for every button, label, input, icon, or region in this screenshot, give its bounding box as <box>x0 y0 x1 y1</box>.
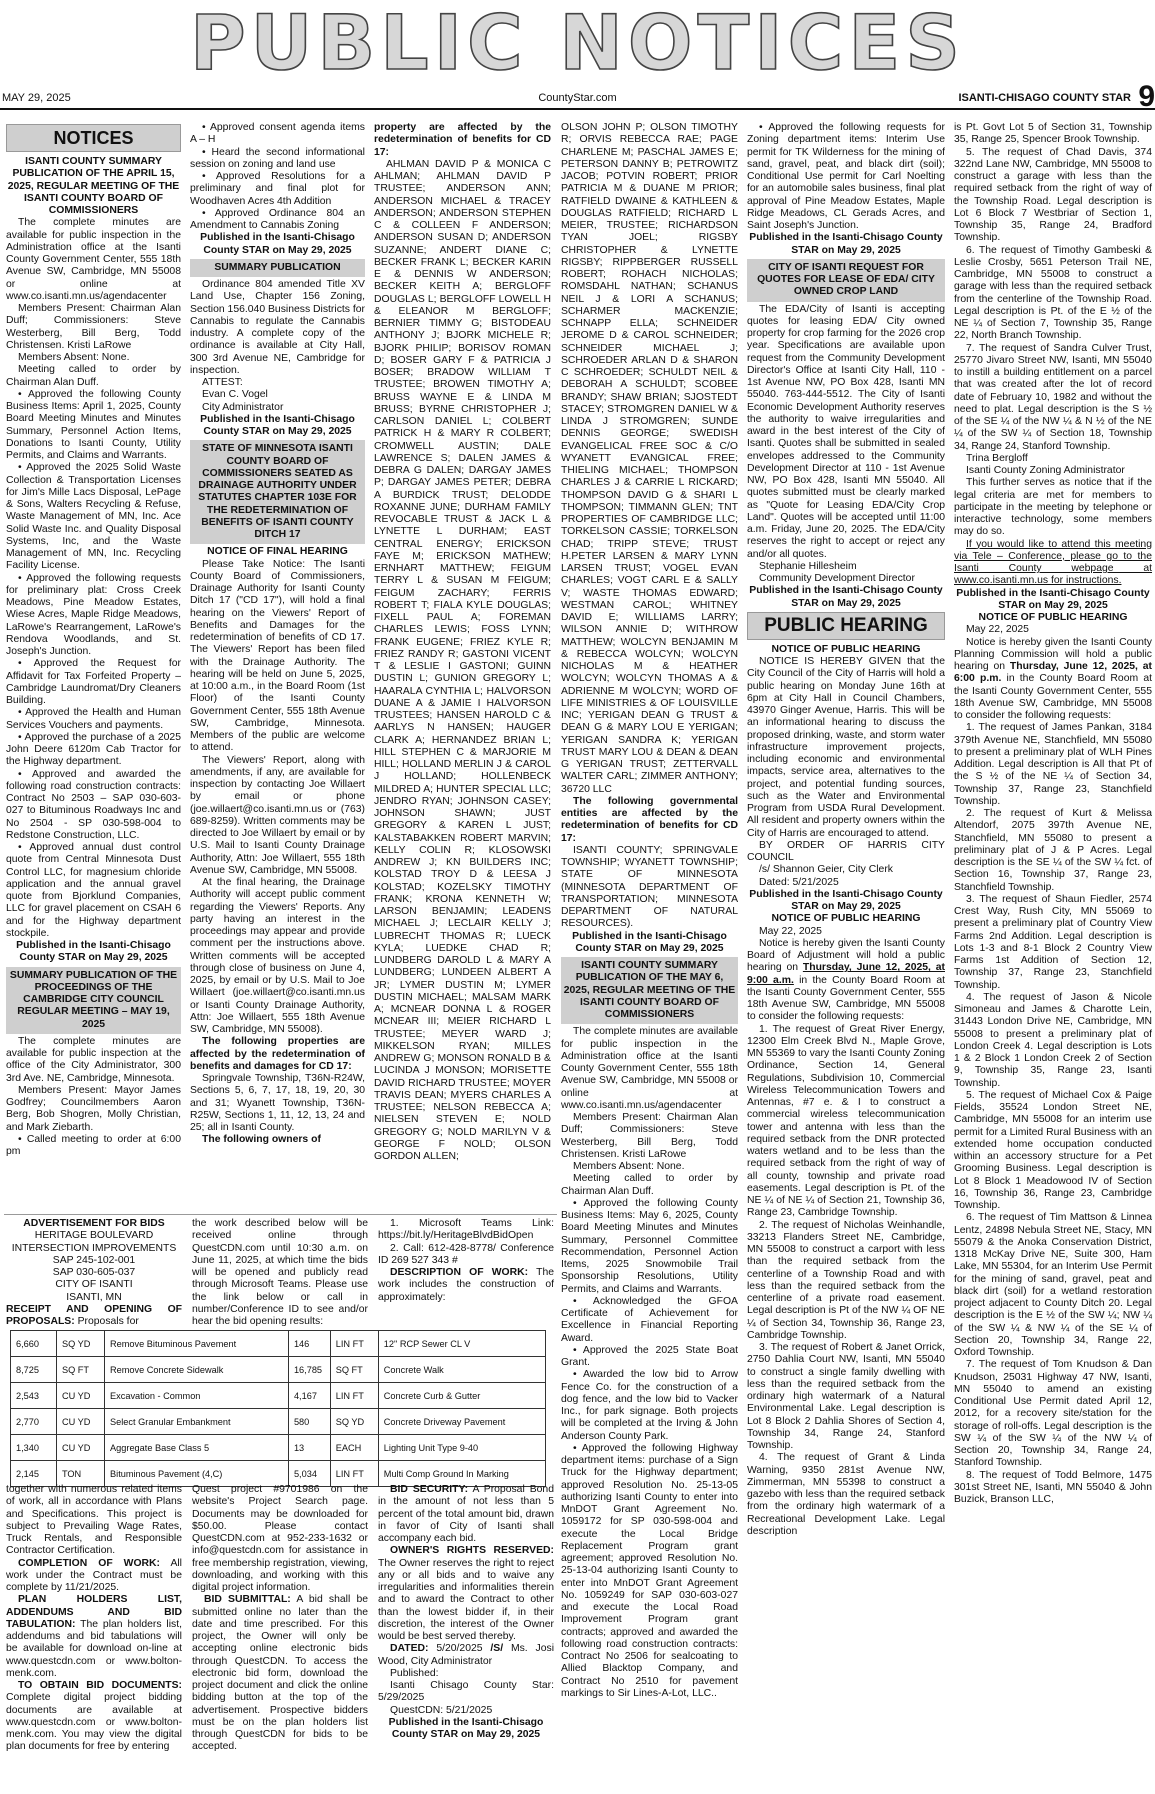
published-line: Published in the Isanti-Chisago County STAR on May 29, 2025 <box>388 1716 544 1740</box>
table-cell-d1: Aggregate Base Class 5 <box>105 1435 289 1461</box>
label: DESCRIPTION OF WORK: <box>390 1267 529 1278</box>
notice-heading: NOTICE OF PUBLIC HEARING <box>771 643 921 655</box>
notice-heading-box: SUMMARY PUBLICATION <box>190 259 365 277</box>
text: The Owner reserves the right to reject any or all bids and to waive any irregularities and informalities therein and to award the Contract to other than the lowest bidder if, in their discretion, the interest of the Owner would be best served thereby. <box>378 1557 554 1642</box>
attest-name: Evan C. Vogel <box>202 389 268 401</box>
published-line: Published in the Isanti-Chisago County STAR on May 29, 2025 <box>749 888 943 912</box>
notice-heading: ISANTI COUNTY SUMMARY PUBLICATION OF THE APRIL 15, 2025, REGULAR MEETING OF THE ISANTI COUNTY BOARD OF COMMISSIONERS <box>7 156 180 216</box>
owners-list: OLSON JOHN P; OLSON TIMOTHY R; ORVIS REBECCA RAE; PAGE CHARLENE M; PASCHAL JAMES E; PETERSON DANNY B; PETROWITZ JACOB; POTVIN ROBERT; PRIOR PATRICIA M & DUANE M PRIOR; RATFIELD DWAINE & KATHLEEN & DOUGLAS RATFIELD; RICHARD L MEIER, TRUSTEE; RICHARDSON TYAN JOEL; RIGSBY CHRISTOPHER & LYNETTE RIGSBY; RIPPBERGER RUSSELL ROBERT; ROHACH NICHOLAS; ROMSDAHL NATHAN; SCHANUS NEIL J & LORI A SCHANUS; SCHARMER MACKENZIE; SCHNAPP ELLA; SCHNEIDER JEROME D & CAROL SCHNEIDER; SCHNEIDER MICHAEL J; SCHROEDER ARLAN D & SHARON C SCHROEDER; SCHULDT NEIL & DEBORAH A SCHULDT; SCOBEE BRANDY; SHAW BRIAN; SJOSTEDT STACEY; STROMGREN DANIEL W & LINDA J STROMGREN; SUNDE DENNIS GEORGE; SWEDISH EVANGELICAL FREE SOC & C/O WYANETT EVANGICAL FREE; THIELING MICHAEL; THOMPSON CHARLES J & CARRIE L RICKARD; THOMPSON DAVID G & SHARI L THOMPSON; TIMMANN GLEN; TNT PROPERTIES OF CAMBRIDGE LLC; TORKELSON CASSIE; TORKELSON CHAD; TRIPP STEVE; TRUST H.PETER LARSEN & MARY LYNN LARSEN TRUST; VOGEL EVAN CHARLES; VOGT CARL E & SALLY V; WASTE THOMAS EDWARD; WESTMAN CAROL; WHITNEY DAVID E; WILLIAMS LARRY; WILSON ANNIE D; WITHROW MATTHEW; WOLCYN BENJAMIN M & REBECCA WOLCYN; WOLCYN NICHOLAS M & HEATHER WOLCYN; WOLCYN THOMAS A & ADRIENNE M WOLCYN; WORD OF LIFE MINISTRIES & OF LOUISVILLE INC; YERIGAN DEAN G TRUST & DEAN G & MARY LOU E YERIGAN; YERIGAN SANDRA K; YERIGAN TRUST MARY LOU & DEAN & DEAN G YERIGAN TRUST; ZETTERVALL WALTER CARL; ZIMMER ANTHONY; 36720 LLC <box>561 122 738 795</box>
paragraph <box>6 1304 182 1329</box>
notice-heading-box: SUMMARY PUBLICATION OF THE PROCEEDINGS OF THE CAMBRIDGE CITY COUNCIL REGULAR MEETING – MAY 19, 2025 <box>6 967 181 1034</box>
list-item: 2. The request of Kurt & Melissa Altendorf, 2075 397th Avenue NE, Stanchfield, MN 55080 to present a preliminary plat of J & P Acres. Legal description is the SE ¼ of the SW ¼ fct. of Section 16, Township 37, Range 23, Stanchfield Township. <box>954 808 1152 893</box>
column-3 <box>374 122 551 1212</box>
paragraph: The following owners of <box>202 1134 321 1146</box>
table-cell-d2: Lighting Unit Type 9-40 <box>378 1435 545 1461</box>
text: Ms. Josi Wood, City Administrator <box>378 1643 554 1667</box>
list-item: 7. The request of Tom Knudson & Dan Knudson, 25031 Highway 47 NW, Isanti, MN 55040 to amend an existing Conditional Use Permit dated April 12, 2012, for a recovery site/station for the storage of roll-offs. Legal description is the SW ¼ of the SW ¼ of the NW ¼ of Section 20, Township 34, Range 24, Stanford Township. <box>954 1359 1152 1469</box>
paragraph: The complete minutes are available for public inspection in the Administration office at the Isanti County Government Center, 555 18th Avenue SW, Cambridge, MN 55008 or online at www.co.isanti.mn.us/agendacenter <box>6 217 181 302</box>
bid-ad-bottom <box>6 1484 562 1794</box>
table-cell-q2: 4,167 <box>288 1383 330 1409</box>
table-row <box>11 1331 546 1357</box>
public-hearing-header: PUBLIC HEARING <box>747 612 945 640</box>
table-cell-q2: 580 <box>288 1409 330 1435</box>
paragraph: • Approved the 2025 State Boat Grant. <box>561 1344 738 1368</box>
notice-heading-box: ISANTI COUNTY SUMMARY PUBLICATION OF THE MAY 6, 2025, REGULAR MEETING OF THE ISANTI COUNTY BOARD OF COMMISSIONERS <box>561 957 738 1024</box>
paragraph: Members Absent: None. <box>573 1161 685 1172</box>
table-cell-d2: Concrete Driveway Pavement <box>378 1409 545 1435</box>
notice-heading: NOTICE OF PUBLIC HEARING <box>978 612 1128 623</box>
published-line: Published in the Isanti-Chisago County STAR on May 29, 2025 <box>749 232 943 256</box>
paragraph: • Approved the following requests for preliminary plat: Cross Creek Meadows, Pine Meadow Estates, Wiese Acres, Maple Ridge Meadows, LaRowe's Rearrangement, LaRowe's Rendova Woodlands, and St. Joseph's Junction. <box>6 572 181 657</box>
text: The plan holders list, addendums and bid tabulations will be available for download on-line at www.questcdn.com or www.bolton-menk.com. <box>6 1618 182 1679</box>
table-row <box>11 1383 546 1409</box>
notice-heading: NOTICE OF PUBLIC HEARING <box>771 913 921 925</box>
paragraph: • Approved the purchase of a 2025 John Deere 6120m Cab Tractor for the Highway department. <box>6 731 181 768</box>
published-line: Published in the Isanti-Chisago County STAR on May 29, 2025 <box>200 413 355 437</box>
table-row <box>11 1357 546 1383</box>
paragraph: Meeting called to order by Chairman Alan Duff. <box>6 364 181 388</box>
paragraph: • Approved the Health and Human Services Vouchers and payments. <box>6 707 181 731</box>
text: 5/20/2025 <box>428 1643 491 1655</box>
column-2 <box>190 122 365 1212</box>
publish-line: Isanti Chisago County Star: 5/29/2025 <box>378 1680 554 1704</box>
list-item: 2. The request of Nicholas Weinhandle, 33213 Flanders Street NE, Cambridge, MN 55008 to construct a carport with less than the required setback from the centerline of a Township Road and with less than the required setback from the centerline of a private road easement. Legal description is Pt of the NW ¼ OF NE ¼ of Section 34, Township 36, Range 23, Cambridge Township. <box>747 1219 945 1341</box>
column-5 <box>747 122 945 1794</box>
published-line: Published in the Isanti-Chisago County STAR on May 29, 2025 <box>200 232 355 256</box>
table-cell-d1: Remove Bituminous Pavement <box>105 1331 289 1357</box>
paragraph <box>378 1267 554 1304</box>
paragraph: ISANTI COUNTY; SPRINGVALE TOWNSHIP; WYANETT TOWNSHIP; STATE OF MINNESOTA (MINNESOTA DEPARTMENT OF TRANSPORTATION; MINNESOTA DEPARTMENT OF NATURAL RESOURCES). <box>561 844 738 930</box>
list-item: 1. The request of James Pankan, 3184 379th Avenue NE, Stanchfield, MN 55080 to present a preliminary plat of WLH Pines Addition. Legal description is All that Pt of the S ½ of the NE ¼ of Section 34, Township 37, Range 23, Stanchfield Township. <box>954 722 1152 807</box>
project-id: SAP 030-605-037 <box>52 1267 136 1278</box>
project-city: CITY OF ISANTI <box>55 1279 133 1291</box>
hearing-time: Thursday, June 12, 2025, at 6:00 p.m. <box>954 661 1152 685</box>
paragraph: • Acknowledged the GFOA Certificate of Achievement for Excellence in Financial Reporting Award. <box>561 1295 738 1344</box>
label: BID SECURITY: <box>390 1484 469 1495</box>
bid-ad-col-1b <box>6 1484 182 1789</box>
table-cell-u1: SQ FT <box>56 1357 104 1383</box>
published-line: Published in the Isanti-Chisago County STAR on May 29, 2025 <box>16 940 171 964</box>
column-4 <box>561 122 738 1794</box>
paragraph: • Approved Ordinance 804 an Amendment to Cannabis Zoning <box>190 207 365 231</box>
published-line: Published in the Isanti-Chisago County STAR on May 29, 2025 <box>749 585 943 609</box>
paragraph: Meeting called to order by Chairman Alan Duff. <box>561 1173 738 1197</box>
ad-divider <box>4 1214 557 1215</box>
table-cell-d2: Concrete Curb & Gutter <box>378 1383 545 1409</box>
paragraph: The Viewers' Report, along with amendments, if any, are available for inspection by contacting Joe Willaert by email or phone (joe.willaert@co.isanti.mn.us or (763) 689-8259). Written comments may be directed to Joe Willaert by email or by U.S. Mail to Isanti County Drainage Authority, Attn: Joe Willaert, 555 18th Avenue SW, Cambridge, MN 55008. <box>190 754 365 876</box>
publish-line: QuestCDN: 5/21/2025 <box>390 1704 493 1716</box>
paragraph: Springvale Township, T36N-R24W, Sections 5, 6, 7, 17, 18, 19, 20, 30 and 31; Wyanett Township, T36N-R25W, Sections 1, 11, 12, 13, 24 and 25; all in Isanti County. <box>190 1073 365 1133</box>
signature-line: Dated: 5/21/2025 <box>759 876 839 888</box>
page-title: PUBLIC NOTICES <box>189 0 966 87</box>
teleconference-link[interactable]: If you would like to attend this meeting via Tele – Conference, please go to the Isanti County webpage at www.co.isanti.mn.us for instructions. <box>954 538 1152 587</box>
signature-line: /s/ Shannon Geier, City Clerk <box>759 864 893 876</box>
list-item: 3. The request of Robert & Janet Orrick, 2750 Dahlia Court NW, Isanti, MN 55040 to construct a single family dwelling with less than the required setback from the ordinary high watermark of a Natural Environmental Lake. Legal description is Lot 8 Block 2 Dahlia Shores of Section 4, Township 34, Range 24, Stanford Township. <box>747 1342 945 1451</box>
table-cell-u2: LIN FT <box>330 1461 378 1487</box>
paragraph: This further serves as notice that if the legal criteria are met for members to participate in the meeting by telephone or interactive technology, some members may do so. <box>954 477 1152 538</box>
teams-link[interactable]: 1. Microsoft Teams Link: https://bit.ly/HeritageBlvdBidOpen <box>378 1218 554 1242</box>
attest-title: City Administrator <box>202 401 284 413</box>
label: TO OBTAIN BID DOCUMENTS: <box>18 1680 182 1691</box>
signature-title: Community Development Director <box>759 573 915 584</box>
notice-body <box>6 217 181 940</box>
published-line: Published in the Isanti-Chisago County STAR on May 29, 2025 <box>956 587 1150 611</box>
text: A Proposal Bond in the amount of not less than 5 percent of the total amount bid, drawn in favor of City of Isanti shall accompany each bid. <box>378 1484 554 1544</box>
text: Notice is hereby given the Isanti County Board of Adjustment will hold a public hearing on <box>747 937 945 974</box>
signature-name: Stephanie Hillesheim <box>759 560 857 572</box>
table-cell-u2: SQ YD <box>330 1409 378 1435</box>
project-state: ISANTI, MN <box>66 1291 122 1303</box>
paragraph: The following properties are affected by the redetermination of benefits and damages for CD 17: <box>190 1036 365 1072</box>
notice-subheading: The following governmental entities are affected by the redetermination of benefits for CD 17: <box>561 795 738 844</box>
notice-subheading: NOTICE OF FINAL HEARING <box>207 546 348 558</box>
paragraph: • Approved the following requests for Zoning department items: Interim Use permit for TK Wilderness for the mining of sand, gravel, peat, and black dirt (soil); Conditional Use permit for Carl Noelting for an automobile sales business, final plat approval of Pine Meadow Estates, Maple Ridge Meadows, CL Gerads Acres, and Saint Joseph's Junction. <box>747 122 945 231</box>
text: Complete digital project bidding documents are available at www.questcdn.com or www.bolton-menk.com. You may view the digital plan documents for free by entering <box>6 1692 182 1753</box>
table-cell-u1: CU YD <box>56 1435 104 1461</box>
page-number: 9 <box>1138 80 1155 113</box>
table-cell-u1: TON <box>56 1461 104 1487</box>
paragraph: Please Take Notice: The Isanti County Board of Commissioners, Drainage Authority for Isanti County Ditch 17 ("CD 17"), will hold a final hearing on the Viewers' Report of Benefits and Damages for the redetermination of benefits of CD 17. The Viewers' Report has been filed with the Drainage Authority. The hearing will be held on June 5, 2025, at 10:00 a.m., in the Board Room (1st Floor) of the Isanti County Government Center, 555 18th Avenue SW, Cambridge, Minnesota. Members of the public are welcome to attend. <box>190 558 365 754</box>
text: The work includes the construction of approximately: <box>378 1267 554 1303</box>
text: All work under the Contract must be complete by 11/21/2025. <box>6 1557 182 1593</box>
publish-line: Published: <box>390 1667 439 1679</box>
table-cell-q1: 8,725 <box>11 1357 57 1383</box>
table-row <box>11 1435 546 1461</box>
list-item: 5. The request of Michael Cox & Paige Fields, 35524 London Street NE, Cambridge, MN 55008 for an interim use permit for a Limited Rural Business with an extended home occupation conducted within an accessory structure for a Pet Grooming Business. Legal description is Lot 8 Block 1 Meadowood IV of Section 16, Township 36, Range 23, Cambridge Township. <box>954 1089 1152 1211</box>
paragraph <box>954 637 1152 723</box>
table-cell-q2: 146 <box>288 1331 330 1357</box>
list-item: 5. The request of Chad Davis, 374 322nd Lane NW, Cambridge, MN 55008 to construct a garage with less than the required setback from the right of way of the Township Road. Legal description is Lot 6 Block 7 Westbriar of Section 1, Township 35, Range 24, Bradford Township. <box>954 146 1152 244</box>
paragraph: Members Absent: None. <box>18 352 130 363</box>
bid-ad-col-2 <box>192 1218 368 1328</box>
table-row <box>11 1409 546 1435</box>
list-item: 7. The request of Sandra Culver Trust, 25770 Jivaro Street NW, Isanti, MN 55040 to instill a building entitlement on a parcel that was created after the lot of record date of February 10, 1982 and without the need to plat. Legal description is the S ½ of the SE ¼ of the NW ¼ & N ½ of the NE ¼ of the SW ¼ of Section 18, Township 34, Range 24, Stanford Township. <box>954 342 1152 452</box>
text: A bid shall be submitted online no later than the date and time prescribed. For this project, the Owner will only be accepting online electronic bids through QuestCDN. To access the electronic bid form, download the project document and click the online bidding button at the top of the advertisement. Prospective bidders must be on the plan holders list through QuestCDN for bids to be accepted. <box>192 1594 368 1753</box>
bid-items-table <box>10 1330 546 1487</box>
paragraph: • Approved the 2025 Solid Waste Collection & Transportation Licenses for Jim's Mille Lacs Disposal, LePage & Sons, Walters Recycling & Refuse, Waste Management of MN, Inc. Ace Solid Waste Inc. and Quality Disposal Systems, Inc, and the Waste Management of MN, Inc. Recycling Facility License. <box>6 462 181 572</box>
paragraph <box>747 938 945 1024</box>
paragraph <box>6 1594 182 1680</box>
paragraph <box>378 1643 554 1668</box>
table-cell-q1: 2,543 <box>11 1383 57 1409</box>
notice-heading-box: STATE OF MINNESOTA ISANTI COUNTY BOARD OF COMMISSIONERS SEATED AS DRAINAGE AUTHORITY UNDER STATUTES CHAPTER 103E FOR THE REDETERMINATION OF BENEFITS OF ISANTI COUNTY DITCH 17 <box>190 440 365 544</box>
ad-title: ADVERTISEMENT FOR BIDS <box>23 1218 165 1229</box>
table-cell-u2: SQ FT <box>330 1357 378 1383</box>
paragraph: The EDA/City of Isanti is accepting quotes for leasing EDA/ City owned property for crop farming for the 2026 crop year. Specifications are available upon request from the Community Development Director's Office at Isanti City Hall, 110 - 1st Avenue NW, PO Box 428, Isanti MN 55040. 763-444-5512. The City of Isanti Economic Development Authority reserves the authority to waive irregularities and award in the best interest of the City of Isanti. Quotes shall be submitted in sealed envelopes addressed to the Community Development Director at 110 - 1st Avenue NW, PO Box 428, Isanti MN 55040. All quotes submitted must be clearly marked as "Quote for Leasing EDA/City Crop Land". Quotes will be accepted until 11:00 a.m. Friday, June 20, 2025. The EDA/City reserves the right to accept or reject any and/or all quotes. <box>747 303 945 560</box>
label: BID SUBMITTAL: <box>204 1594 291 1606</box>
text: Notice is hereby given the Isanti County Planning Commission will hold a public hearing on <box>954 636 1152 672</box>
list-item: is Pt. Govt Lot 5 of Section 31, Township 35, Range 25, Spencer Brook Township. <box>954 122 1152 146</box>
paragraph: The complete minutes are available for public inspection at the office of the City Administrator, 300 3rd Ave. NE, Cambridge, Minnesota. <box>6 1035 181 1084</box>
table-cell-q1: 2,770 <box>11 1409 57 1435</box>
published-line: Published in the Isanti-Chisago County STAR on May 29, 2025 <box>572 930 727 954</box>
list-item: 1. The request of Great River Energy, 12300 Elm Creek Blvd N., Maple Grove, MN 55369 to vary the Isanti County Zoning Ordinance, Section 14, General Regulations, Subdivision 10, Commercial Wireless Telecommunication Towers and Antennas, #7 e. & I to construct a commercial wireless telecommunication tower and antenna with less than the required setback from the DNR protected waters wetland and to be less than the required setback from the right of way of all county, township and private road easements. Legal description is Pt. of the NE ¼ of NE ¼ of Section 21, Township 36, Range 23, Cambridge Township. <box>747 1023 945 1219</box>
table-cell-d2: 12" RCP Sewer CL V <box>378 1331 545 1357</box>
label: PLAN HOLDERS LIST, ADDENDUMS AND BID TABULATION: <box>6 1594 182 1630</box>
table-cell-u2: LIN FT <box>330 1331 378 1357</box>
paragraph: • Approved the following County Business Items: April 1, 2025, County Board Meeting Minutes and Minutes Summary, Personnel Action Items, Donations to Isanti County, Utility Permits, and Claims and Warrants. <box>6 388 181 461</box>
paragraph: • Called meeting to order at 6:00 pm <box>6 1133 181 1157</box>
issue-date: MAY 29, 2025 <box>2 92 71 104</box>
table-cell-d2: Concrete Walk <box>378 1357 545 1383</box>
attest-label: ATTEST: <box>202 377 243 388</box>
paragraph <box>378 1484 554 1545</box>
text: Proposals for <box>74 1316 139 1327</box>
paragraph: together with numerous related items of work, all in accordance with Plans and Specifications. This project is subject to Prevailing Wage Rates, Truck Rentals, and Responsible Contractor Certification. <box>6 1484 182 1557</box>
masthead <box>0 0 1155 87</box>
list-item: 4. The request of Grant & Linda Warning, 9350 281st Avenue NW, Zimmerman, MN 55398 to construct a gazebo with less than the required setback from the ordinary high watermark of a Recreational Development Lake. Legal description <box>747 1452 945 1537</box>
bid-ad-col-1 <box>6 1218 182 1328</box>
paragraph: the work described below will be received online through QuestCDN.com until 10:30 a.m. on June 11, 2025, at which time the bids will be opened and publicly read through Microsoft Teams. Please use the link below or call in number/Conference ID to see and/or hear the bid opening results: <box>192 1218 368 1327</box>
text: in the County Board Room at the Isanti County Government Center, 555 18th Avenue SW, Cambridge, MN 55008 to consider the following requests: <box>747 974 945 1023</box>
paragraph: • Approved Resolutions for a preliminary and final plot for Woodhaven Acres 4th Addition <box>190 171 365 207</box>
table-cell-u2: LIN FT <box>330 1383 378 1409</box>
paragraph <box>6 1558 182 1595</box>
column-1 <box>6 122 181 1212</box>
table-cell-d2: Multi Comp Ground In Marking <box>378 1461 545 1487</box>
notice-date: May 22, 2025 <box>966 624 1029 636</box>
label: /S/ <box>490 1643 504 1655</box>
table-cell-q1: 2,145 <box>11 1461 57 1487</box>
table-cell-d1: Select Granular Embankment <box>105 1409 289 1435</box>
table-cell-u1: SQ YD <box>56 1331 104 1357</box>
table-cell-q2: 13 <box>288 1435 330 1461</box>
label: OWNER'S RIGHTS RESERVED: <box>390 1545 554 1557</box>
paper-name: ISANTI-CHISAGO COUNTY STAR <box>958 92 1131 104</box>
paragraph <box>192 1594 368 1753</box>
owners-list: AHLMAN DAVID P & MONICA C AHLMAN; AHLMAN DAVID P TRUSTEE; ANDERSON ANN; ANDERSON MICHAEL & TRACEY ANDERSON; ANDERSON STEPHEN C & COLLEEN F ANDERSON; ANDERSON SUSAN D; ANDERSON SUZANNE; ANDERT DIANE C; BECKER FRANK L; BECKER KARIN E & DENNIS W ANDERSON; BECKER KEITH A; BERGLOFF DOUGLAS L; BERGLOFF LOWELL H & ELEANOR M BERGLOFF; BERNIER TIMMY G; BISTODEAU ANTHONY J; BJORK MICHELE R; BJORK PHILIP; BORISOV ROMAN D; BOSER GARY F & PATRICIA J BOSER; BRADOW WILLIAM T TRUSTEE; BROWEN TIMOTHY A; BRUSS WAYNE E & LINDA M BRUSS; BYRNE CHRISTOPHER J; CARLSON DANIEL L; COLBERT PATRICK H & MARY R COLBERT; CROMWELL AUSTIN; DALE LAWRENCE S; DALEN JAMES & DEBRA G DALEN; DARGAY JAMES P; DARGAY JAMES PETER; DEBRA A BURDICK TRUST; DELODDE ROXANNE JUNE; DURHAM FAMILY REVOCABLE TRUST & JACK L & LYNETTE L DURHAM; EAST CENTRAL ENERGY; ERICKSON FAYE M; ERICKSON MATHEW; ERNHART MATTHEW; FEIGUM TERRY L & SUSAN M FEIGUM; FEIGUM ZACHARY; FERRIS ROBERT T; FIALA KYLE DOUGLAS; FIXELL PAUL A; FOREMAN CHARLES LEWIS; FOSS LYNN; FRANK EUGENE; FRIEZ KYLE R; FRIEZ RANDY R; GASTONI VICENT T & LESLIE I GASTONI; GUINN DUSTIN L; GUNION GREGORY L; HAARALA CYNTHIA L; HALVORSON DUANE A & JAMIE I HALVORSON TRUSTEES; HANSEN HAROLD C & AARLYS N HANSEN; HAUGER CLARK A; HERNANDEZ BRIAN L; HILL STEPHEN C & MARJORIE M HILL; HOLLAND MERLIN J & CAROL J HOLLAND; HOLLENBECK MILDRED A; HUNTER SPECIAL LLC; JENDRO RYAN; JOHNSON CASEY; JOHNSON SHAWN; JUST GREGORY & KAREN L JUST; KALSTABAKKEN ROBERT MARVIN; KELLY COLIN R; KLOSOWSKI ANDREW J; KN BUILDERS INC; KOLSTAD TROY D & LEESA J KOLSTAD; KOZELSKY TIMOTHY FRANK; KRONA KENNETH W; LARSON BENJAMIN; LEADENS MICHAEL J; LECLAIR KELLY J; LUBRECHT THOMAS R; LUECK KYLA; LUEDKE CHAD R; LUNDBERG DAROLD L & MARY A LUNDBERG; LUNDEEN ALBERT A JR; LYMER DUSTIN M; LYMER DUSTIN MICHAEL; MALSAM MARK A; MCNEAR DONNA L & ROGER MCNEAR III; MEIER RICHARD L TRUSTEE; MEYER WARD J; MIKKELSON RYAN; MILLES ANDREW G; MONSON RONALD B & LUCINDA J MONSON; MORISETTE DAVID RICHARD TRUSTEE; MOYER TRAVIS DEAN; MYERS CHARLES A TRUSTEE; NELSON REBECCA A; NIELSEN STEVEN E; NOLD GREGORY G; NOLD MARILYN V & GEORGE F NOLD; OLSON GORDON ALLEN; <box>374 158 551 1162</box>
project-id: SAP 245-102-001 <box>52 1254 136 1266</box>
paragraph: • Awarded the low bid to Arrow Fence Co. for the construction of a dog fence, and the low bid to Vacker Inc., for park signage. Both projects will be completed at the Irving & John Anderson County Park. <box>561 1369 738 1442</box>
table-cell-u2: EACH <box>330 1435 378 1461</box>
notice-subheading: property are affected by the redetermination of benefits for CD 17: <box>374 122 551 158</box>
paragraph: NOTICE IS HEREBY GIVEN that the City Council of the City of Harris will hold a public hearing on Monday June 16th at 6pm at City Hall in Council Chambers, 43970 Ginger Avenue, Harris. This will be an informational hearing to discuss the proposed drinking, waste, and storm water infrastructure improvement projects, including economic and environmental impacts, service area, alternatives to the project, and potential funding sources, such as the Water and Environmental Program from USDA Rural Development. All resident and property owners within the City of Harris are encouraged to attend. <box>747 656 945 839</box>
list-item: 6. The request of Tim Mattson & Linnea Lentz, 24898 Nebula Street NE, Stacy, MN 55079 & the Anoka Conservation District, 1318 McKay Drive NE, Suite 300, Ham Lake, MN 55304, for an Interim Use Permit for the mining of sand, gravel, peat and black dirt (soil) for a wetland restoration project adjacent to County Ditch 20. Legal description is the E ½ of the SW ¼; NW ¼ of the SW ¼ & NW ¼ of the SE ¼ of Section 20, Township 34, Range 22, Oxford Township. <box>954 1212 1152 1358</box>
paragraph: Members Present: Chairman Alan Duff; Commissioners: Steve Westerberg, Bill Berg, Todd Christensen. Kristi LaRowe <box>561 1112 738 1160</box>
column-6 <box>954 122 1152 1794</box>
paragraph <box>6 1680 182 1754</box>
paragraph: • Approved consent agenda items A – H <box>190 122 365 146</box>
label: COMPLETION OF WORK: <box>18 1557 161 1569</box>
paragraph: • Approved annual dust control quote from Central Minnesota Dust Control LLC, for magnesium chloride application and the annual gravel quote from Bjorklund Companies, LLC for gravel placement on CSAH 6 and for the Highway department stockpile. <box>6 842 181 939</box>
call-in-number: 2. Call: 612-428-8778/ Conference ID 269 527 343 # <box>378 1242 554 1266</box>
table-cell-d1: Bituminous Pavement (4,C) <box>105 1461 289 1487</box>
bid-ad-top <box>6 1218 562 1326</box>
list-item: 6. The request of Timothy Gambeski & Leslie Crosby, 5651 Peterson Trail NE, Cambridge, MN 55008 to construct a garage with less than the required setback from the centerline of the Township Road. Legal description is Pt. of the E ½ of the NE ¼ of Section 7, Township 35, Range 22, North Branch Township. <box>954 244 1152 342</box>
paragraph: • Approved the Request for Affidavit for Tax Forfeited Property – Cambridge Laundromat/Dry Cleaners Building. <box>6 658 181 706</box>
table-cell-q1: 1,340 <box>11 1435 57 1461</box>
bid-ad-col-3b <box>378 1484 554 1789</box>
label: RECEIPT AND OPENING OF PROPOSALS: <box>6 1303 182 1327</box>
label: DATED: <box>390 1643 429 1655</box>
table-cell-d1: Excavation - Common <box>105 1383 289 1409</box>
paragraph: Members Present: Chairman Alan Duff; Commissioners: Steve Westerberg, Bill Berg, Todd Christensen. Kristi LaRowe <box>6 303 181 351</box>
notice-date: May 22, 2025 <box>759 925 822 937</box>
bid-ad-col-2b <box>192 1484 368 1789</box>
text: in the County Board Room at the Isanti County Government Center, 555 18th Avenue SW, Cambridge, MN 55008 to consider the following requests: <box>954 673 1152 721</box>
table-row <box>11 1461 546 1487</box>
table-cell-u1: CU YD <box>56 1409 104 1435</box>
paragraph: • Approved the following County Business Items: May 6, 2025, County Board Meeting Minutes and Minutes Summary, Personnel Committee Recommendation, Personnel Action Items, 2025 Snowmobile Trail Sponsorship Resolutions, Utility Permits, and Claims and Warrants. <box>561 1197 738 1295</box>
notice-heading-box: CITY OF ISANTI REQUEST FOR QUOTES FOR LEASE OF EDA/ CITY OWNED CROP LAND <box>747 259 945 302</box>
dateline <box>0 80 1155 113</box>
table-cell-q1: 6,660 <box>11 1331 57 1357</box>
list-item: 4. The request of Jason & Nicole Simoneau and James & Charotte Lein, 31443 London Drive NE, Cambridge, MN 55008 to present a preliminary plat of London Creek 4. Legal description is Lots 1 & 2 Block 1 London Creek 2 of Section 9, Township 35, Range 23, Isanti Township. <box>954 991 1152 1089</box>
paragraph: • Approved and awarded the following road construction contracts: Contract No 2503 – SAP 030-603-027 to Bituminous Roadways Inc and No 2504 - SP 030-598-004 to Redstone Construction, LLC. <box>6 768 181 841</box>
list-item: 8. The request of Todd Belmore, 1475 301st Street NE, Isanti, MN 55040 & John Buzick, Branson LLC, <box>954 1469 1152 1505</box>
hearing-time: Thursday, June 12, 2025, at 9:00 a.m. <box>747 962 945 986</box>
list-item: 3. The request of Shaun Fiedler, 2574 Crest Way, Rush City, MN 55069 to present a preliminary plat of Country View Farms 2nd Addition. Legal description is Lots 1-3 and 8-1 Block 2 Country View Farms 1st Addition of Section 12, Township 37, Range 23, Stanchfield Township. <box>954 893 1152 991</box>
project-name: HERITAGE BOULEVARD INTERSECTION IMPROVEMENTS <box>11 1230 177 1254</box>
paragraph: Ordinance 804 amended Title XV Land Use, Chapter 156 Zoning, Section 156.040 Business Districts for Cannabis to regulate the Cannabis industry. A complete copy of the ordinance is available at City Hall, 300 3rd Avenue NE, Cambridge for inspection. <box>190 279 365 376</box>
paragraph <box>378 1545 554 1643</box>
signature-line: BY ORDER OF HARRIS CITY COUNCIL <box>747 839 945 863</box>
bid-ad-col-3 <box>378 1218 554 1304</box>
notices-header: NOTICES <box>6 124 181 152</box>
paragraph: • Heard the second informational session on zoning and land use <box>190 146 365 170</box>
site-url[interactable]: CountyStar.com <box>538 92 617 104</box>
table-cell-d1: Remove Concrete Sidewalk <box>105 1357 289 1383</box>
signature-name: Trina Bergloff <box>966 452 1028 464</box>
paragraph: The complete minutes are available for public inspection in the Administration office at the Isanti County Government Center, 555 18th Avenue SW, Cambridge, MN 55008 or online at www.co.isanti.mn.us/agendacenter <box>561 1026 738 1111</box>
table-cell-q2: 16,785 <box>288 1357 330 1383</box>
paragraph: Members Present: Mayor James Godfrey; Councilmembers Aaron Berg, Bob Shogren, Molly Christian, and Mark Ziebarth. <box>6 1084 181 1133</box>
table-cell-q2: 5,034 <box>288 1461 330 1487</box>
table-cell-u1: CU YD <box>56 1383 104 1409</box>
signature-title: Isanti County Zoning Administrator <box>966 465 1125 476</box>
paragraph: • Approved the following Highway department items: purchase of a Sign Truck for the Highway department; approved Resolution No. 25-13-05 authorizing Isanti County to enter into MnDOT Grant Agreement No. 1059172 for SP 030-598-004 and execute the Local Bridge Replacement Program grant agreement; approved Resolution No. 25-13-04 authorizing Isanti County to enter into MnDOT Grant Agreement No. 1059249 for SAP 030-603-027 and execute the Local Road Improvement Program grant contracts; approved and awarded the following road construction contracts: Contract No 2506 for sealcoating to Allied Blacktop Company, and Contract No 2510 for pavement markings to Sir Lines-A-Lot, LLC.. <box>561 1442 738 1699</box>
paragraph: At the final hearing, the Drainage Authority will accept public comment regarding the Viewers' Reports. Any party having an interest in the proceedings may appear and provide comment per the instructions above. Written comments will be accepted through close of business on June 4, 2025, by email or by U.S. Mail to Joe Willaert (joe.willaert@co.isanti.mn.us or Isanti County Drainage Authority, Attn: Joe Willaert, 555 18th Avenue SW, Cambridge, MN 55008). <box>190 877 365 1035</box>
paragraph: Quest project #9701986 on the website's Project Search page. Documents may be downloaded for $50.00. Please contact QuestCDN.com at 952-233-1632 or info@questcdn.com for assistance in free membership registration, viewing, downloading, and working with this digital project information. <box>192 1484 368 1593</box>
